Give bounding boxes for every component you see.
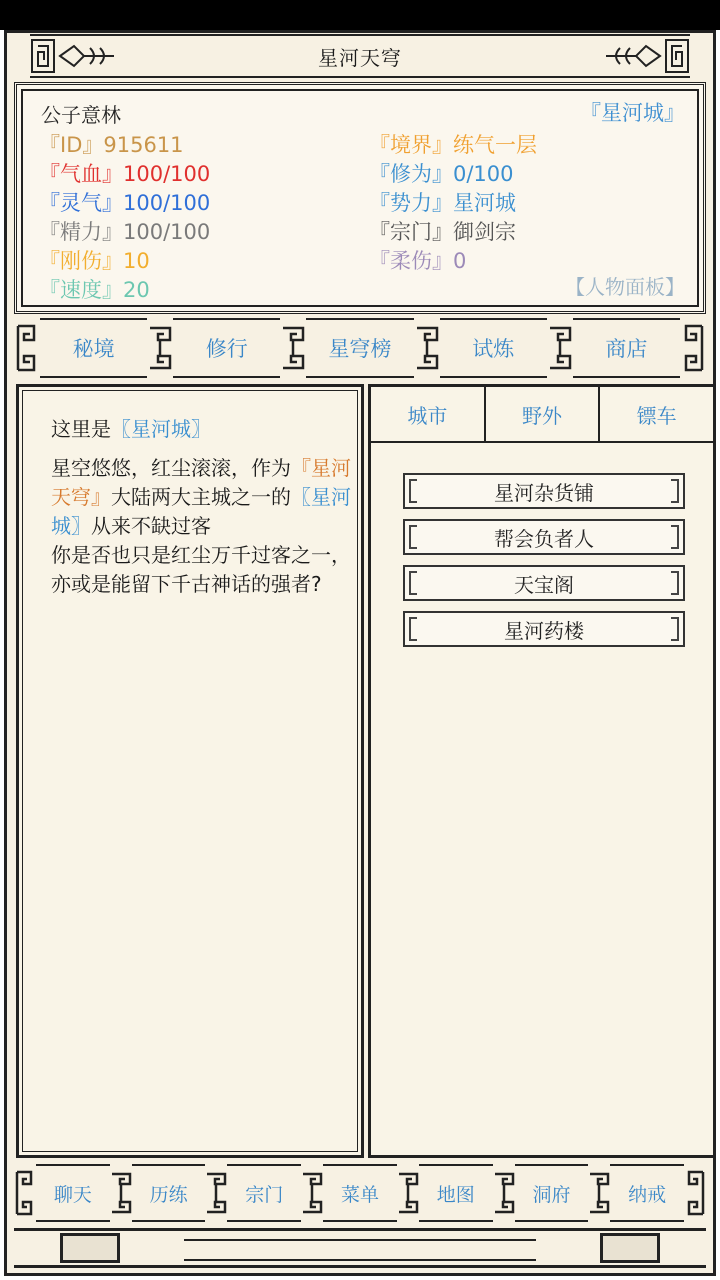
- stat-mana: [39, 187, 210, 217]
- knot-ornament-icon: [205, 1164, 227, 1222]
- stat-value: 0/100: [453, 162, 514, 186]
- shop-pharmacy-button[interactable]: 星河药楼: [403, 611, 685, 647]
- main-nav: [14, 318, 706, 378]
- stat-value: 100/100: [123, 162, 211, 186]
- nav-chat-button[interactable]: 聊天: [36, 1164, 110, 1222]
- knot-ornament-icon: [397, 1164, 419, 1222]
- tab-wild[interactable]: 野外: [484, 387, 599, 441]
- stat-label: 『境界』: [369, 133, 453, 157]
- stat-label: 『气血』: [39, 162, 123, 186]
- footer-bar: [184, 1239, 536, 1261]
- stat-value: 星河城: [453, 191, 516, 215]
- stat-value: 御剑宗: [453, 220, 516, 244]
- character-location[interactable]: 『星河城』: [580, 101, 685, 125]
- shop-guild-button[interactable]: 帮会负者人: [403, 519, 685, 555]
- knot-ornament-icon: [147, 318, 173, 378]
- knot-ornament-icon: [684, 1164, 706, 1222]
- knot-ornament-icon: [680, 318, 706, 378]
- stat-value: 20: [123, 278, 150, 302]
- tab-escort[interactable]: 镖车: [598, 387, 713, 441]
- knot-ornament-icon: [110, 1164, 132, 1222]
- story-panel: [16, 384, 364, 1158]
- story-prefix: 这里是: [51, 417, 111, 441]
- stat-speed: [39, 274, 150, 304]
- stat-faction: [369, 187, 516, 217]
- stat-label: 『宗门』: [369, 220, 453, 244]
- story-line-location: [51, 415, 351, 444]
- character-name: 公子意林: [41, 103, 121, 127]
- location-panel: [368, 384, 716, 1158]
- knot-ornament-icon: [493, 1164, 515, 1222]
- stat-label: 『灵气』: [39, 191, 123, 215]
- stat-energy: [39, 216, 210, 246]
- nav-cave-button[interactable]: 洞府: [515, 1164, 589, 1222]
- nav-adventure-button[interactable]: 历练: [132, 1164, 206, 1222]
- story-city-link[interactable]: 〖星河城〗: [51, 485, 351, 538]
- stat-label: 『柔伤』: [369, 249, 453, 273]
- stat-value: 915611: [103, 133, 184, 157]
- nav-cultivate-button[interactable]: 修行: [173, 318, 280, 378]
- nav-shop-button[interactable]: 商店: [573, 318, 680, 378]
- bottom-nav: [14, 1164, 706, 1222]
- knot-ornament-icon: [547, 318, 573, 378]
- story-text-part: 大陆两大主城之一的: [111, 485, 291, 509]
- nav-map-button[interactable]: 地图: [419, 1164, 493, 1222]
- stat-value: 100/100: [123, 220, 211, 244]
- story-place-link[interactable]: 〖星河城〗: [111, 417, 211, 441]
- stat-label: 『刚伤』: [39, 249, 123, 273]
- story-text: [51, 415, 351, 609]
- knot-ornament-icon: [588, 1164, 610, 1222]
- tab-city[interactable]: 城市: [407, 403, 448, 428]
- status-bar: [0, 0, 720, 30]
- knot-ornament-icon: [280, 318, 306, 378]
- stat-label: 『ID』: [39, 133, 104, 157]
- story-paragraph: 你是否也只是红尘万千过客之一，亦或是能留下千古神话的强者?: [51, 543, 351, 596]
- game-title: 星河天穹: [318, 45, 402, 70]
- stat-hp: [39, 158, 210, 188]
- knot-ornament-icon: [14, 1164, 36, 1222]
- shop-grocery-button[interactable]: 星河杂货铺: [403, 473, 685, 509]
- stat-value: 10: [123, 249, 150, 273]
- character-panel-button[interactable]: 【人物面板】: [565, 275, 685, 299]
- stat-value: 0: [453, 249, 467, 273]
- page-title: [30, 34, 690, 78]
- shop-treasure-button[interactable]: 天宝阁: [403, 565, 685, 601]
- stat-value: 练气一层: [453, 133, 537, 157]
- nav-secret-realm-button[interactable]: 秘境: [40, 318, 147, 378]
- stat-id: [39, 129, 184, 159]
- story-text-part: 从来不缺过客: [91, 514, 211, 538]
- nav-menu-button[interactable]: 菜单: [323, 1164, 397, 1222]
- stat-label: 『速度』: [39, 278, 123, 302]
- knot-ornament-icon: [14, 318, 40, 378]
- stat-label: 『势力』: [369, 191, 453, 215]
- stat-value: 100/100: [123, 191, 211, 215]
- footer-ornament: [14, 1228, 706, 1268]
- character-panel: [14, 82, 706, 314]
- footer-cap-left-icon: [60, 1233, 120, 1263]
- nav-ring-button[interactable]: 纳戒: [610, 1164, 684, 1222]
- stat-label: 『精力』: [39, 220, 123, 244]
- stat-realm: [369, 129, 537, 159]
- stat-label: 『修为』: [369, 162, 453, 186]
- stat-soft-damage: [369, 245, 466, 275]
- nav-ranking-button[interactable]: 星穹榜: [306, 318, 413, 378]
- story-paragraph: [51, 454, 351, 541]
- stat-cultivation: [369, 158, 514, 188]
- story-text-part: 星空悠悠，红尘滚滚，作为: [51, 456, 291, 480]
- nav-trial-button[interactable]: 试炼: [440, 318, 547, 378]
- stat-hard-damage: [39, 245, 150, 275]
- knot-ornament-icon: [301, 1164, 323, 1222]
- shop-list: [403, 473, 685, 657]
- footer-cap-right-icon: [600, 1233, 660, 1263]
- knot-ornament-icon: [414, 318, 440, 378]
- story-world-link[interactable]: 『星河天穹』: [51, 456, 351, 509]
- stat-sect: [369, 216, 516, 246]
- location-tabs: [371, 387, 713, 443]
- nav-sect-button[interactable]: 宗门: [227, 1164, 301, 1222]
